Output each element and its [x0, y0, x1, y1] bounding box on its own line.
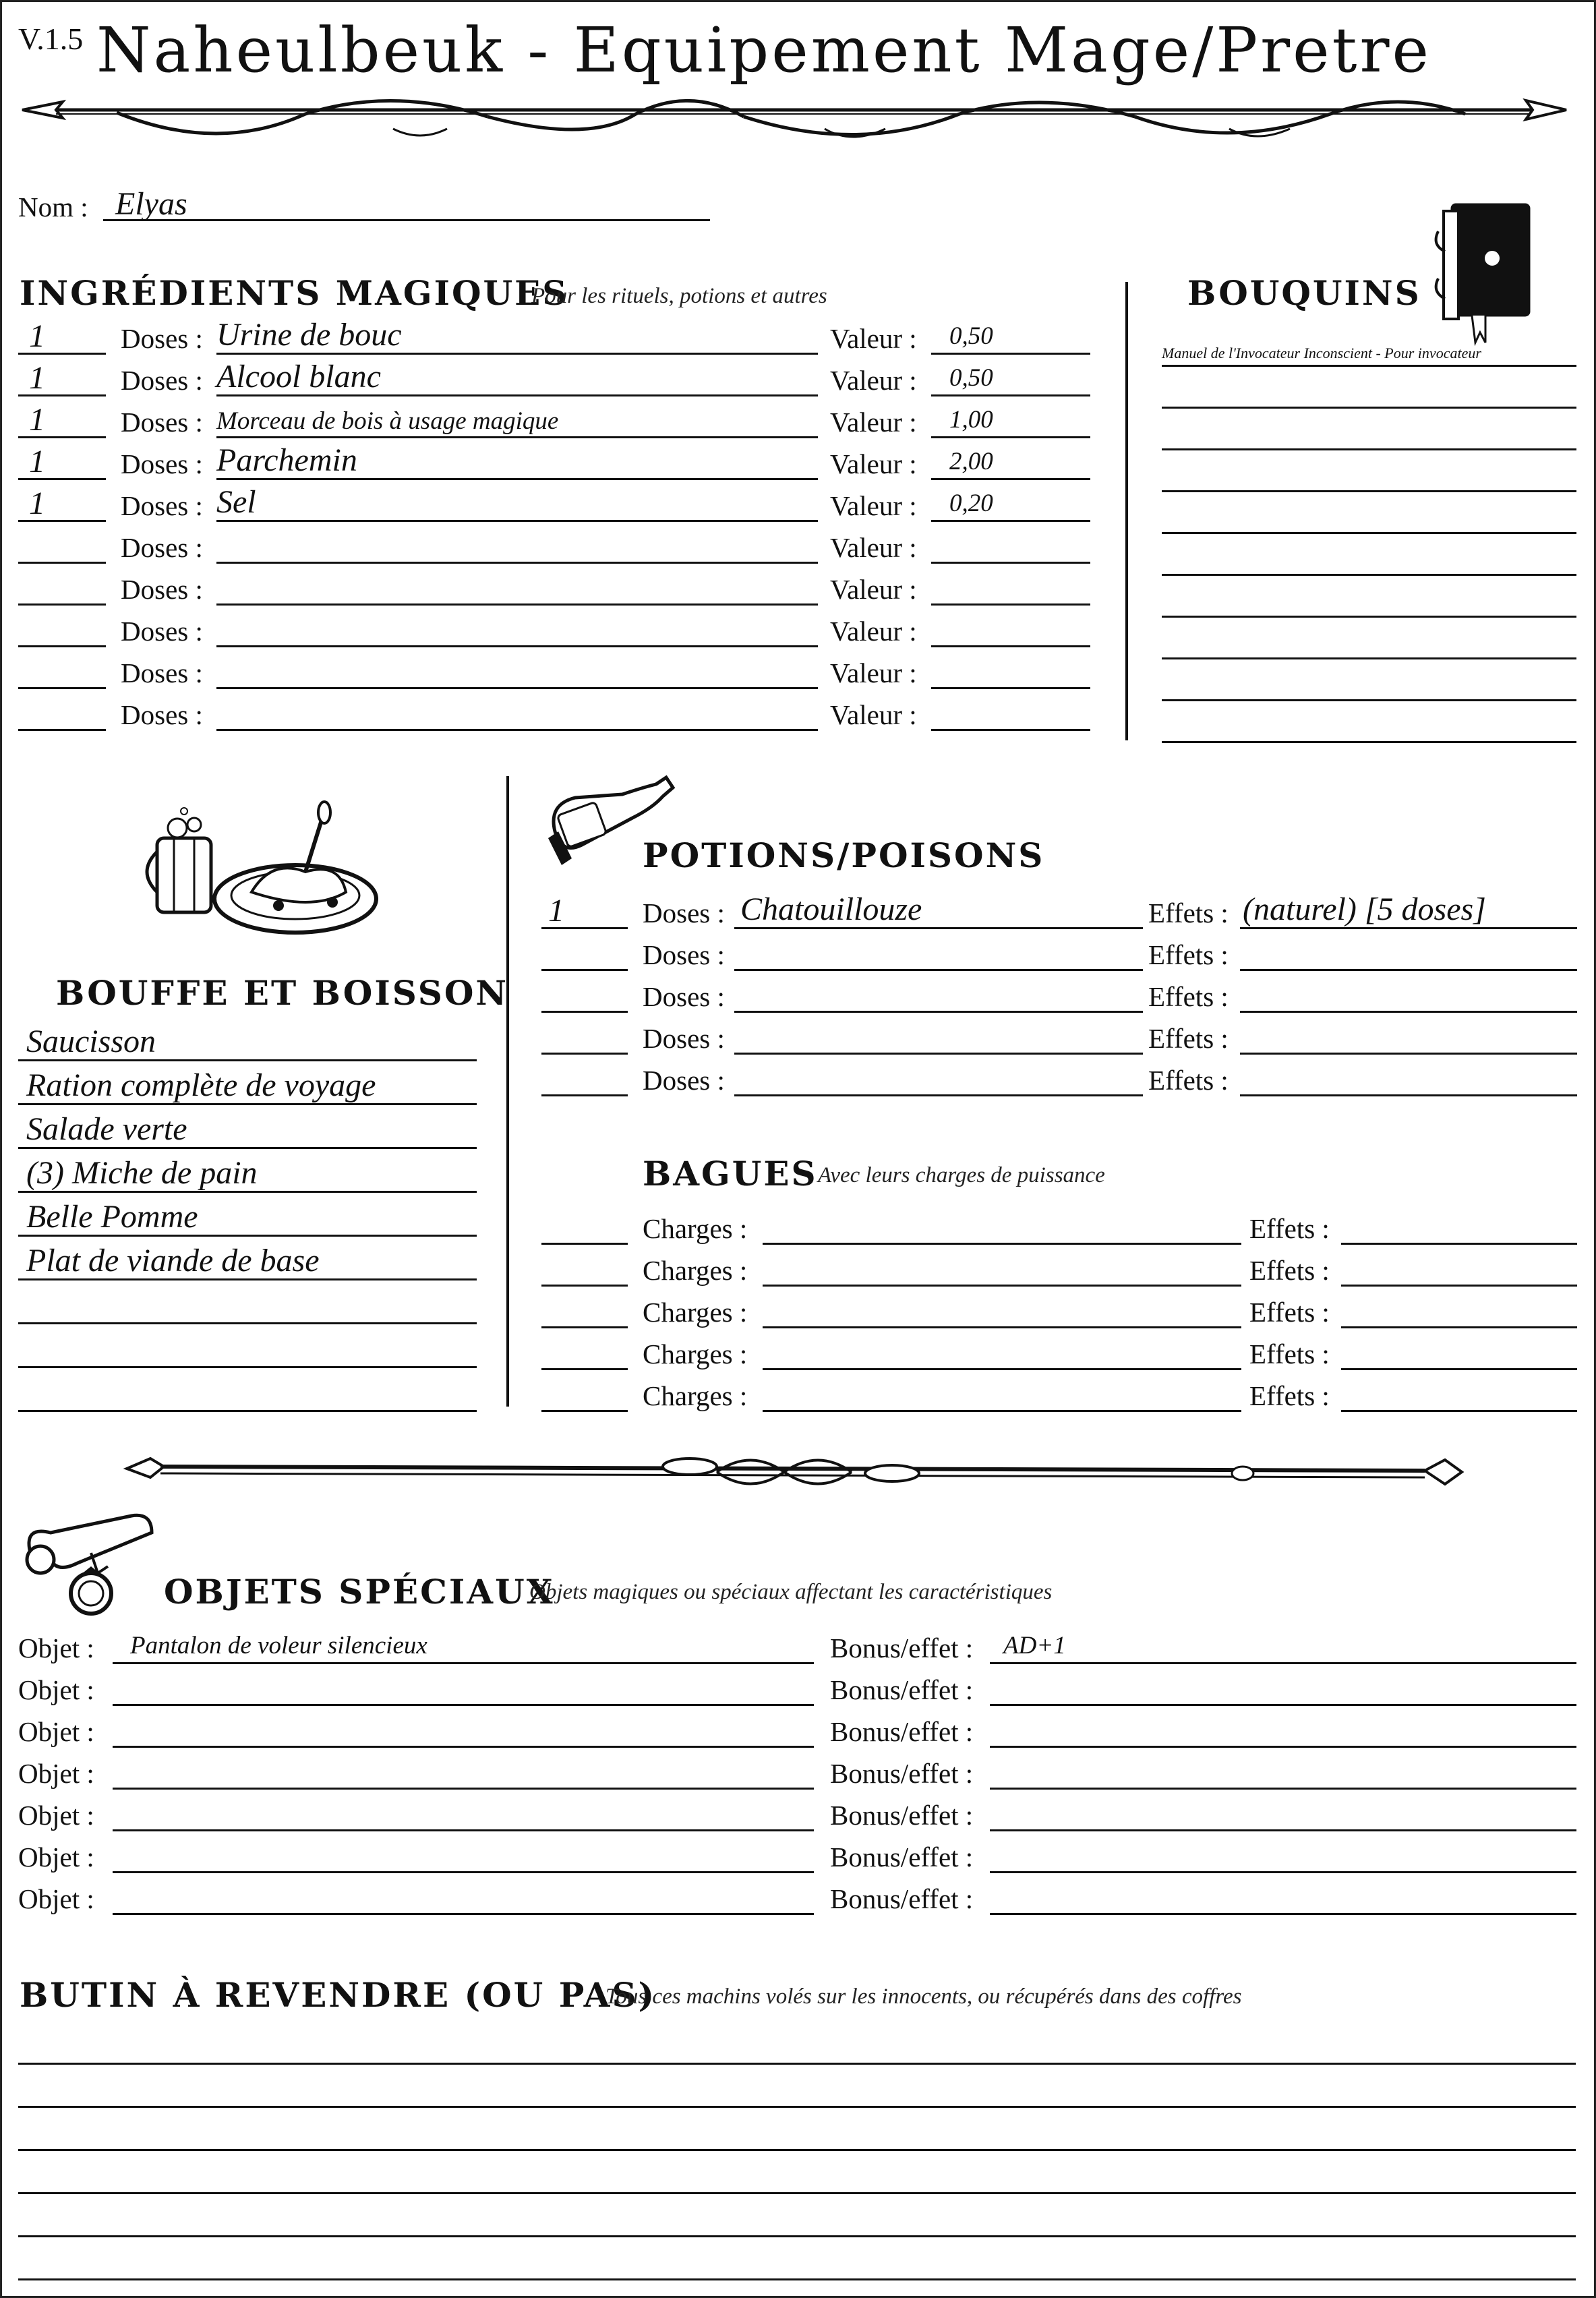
potion-effects-label: Effets :: [1148, 981, 1229, 1012]
write-line: [541, 969, 628, 971]
write-line: [1162, 407, 1576, 409]
object-label: Objet :: [18, 1758, 94, 1789]
object-label: Objet :: [18, 1674, 94, 1705]
write-line: [931, 729, 1090, 731]
object-name[interactable]: Pantalon de voleur silencieux: [130, 1632, 427, 1659]
name-value[interactable]: Elyas: [115, 186, 187, 222]
write-line: [1162, 365, 1576, 367]
write-line: [216, 729, 818, 731]
write-line: [216, 687, 818, 689]
potion-doses-label: Doses :: [643, 897, 725, 929]
write-line: [18, 2278, 1576, 2280]
write-line: [931, 394, 1090, 396]
potion-doses-label: Doses :: [643, 939, 725, 970]
write-line: [216, 603, 818, 606]
food-plate-icon: [137, 798, 380, 939]
spear-divider-icon: [16, 90, 1573, 150]
write-line: [216, 394, 818, 396]
write-line: [216, 436, 818, 438]
write-line: [541, 1011, 628, 1013]
bonus-label: Bonus/effet :: [830, 1632, 974, 1663]
write-line: [18, 1235, 477, 1237]
write-line: [734, 927, 1143, 929]
food-item[interactable]: Plat de viande de base: [26, 1243, 320, 1278]
food-item[interactable]: Ration complète de voyage: [26, 1067, 376, 1103]
write-line: [1240, 1094, 1577, 1096]
bonus-label: Bonus/effet :: [830, 1842, 974, 1873]
write-line: [931, 562, 1090, 564]
write-line: [18, 436, 106, 438]
write-line: [18, 1410, 477, 1412]
ingredient-doses-label: Doses :: [121, 574, 203, 605]
ingredient-doses-label: Doses :: [121, 657, 203, 688]
ring-effects-label: Effets :: [1249, 1255, 1330, 1286]
potion-effects-label: Effets :: [1148, 897, 1229, 929]
write-line: [1162, 532, 1576, 534]
potions-title: POTIONS/POISONS: [643, 835, 1045, 875]
ring-charges-label: Charges :: [643, 1213, 748, 1244]
food-item[interactable]: Belle Pomme: [26, 1199, 198, 1235]
write-line: [541, 1410, 628, 1412]
food-item[interactable]: Saucisson: [26, 1024, 156, 1059]
write-line: [18, 687, 106, 689]
ingredient-name[interactable]: Sel: [216, 484, 256, 520]
write-line: [541, 1368, 628, 1370]
write-line: [990, 1704, 1576, 1706]
write-line: [216, 520, 818, 522]
write-line: [18, 562, 106, 564]
ring-charges-label: Charges :: [643, 1380, 748, 1411]
write-line: [216, 353, 818, 355]
write-line: [113, 1829, 814, 1831]
ingredient-value-label: Valeur :: [830, 365, 917, 396]
write-line: [1162, 490, 1576, 492]
potion-doses-label: Doses :: [643, 981, 725, 1012]
write-line: [734, 1094, 1143, 1096]
potion-doses-label: Doses :: [643, 1065, 725, 1096]
ingredient-value[interactable]: 2,00: [949, 448, 993, 475]
ingredient-name[interactable]: Alcool blanc: [216, 359, 381, 394]
ingredients-title: INGRÉDIENTS MAGIQUES: [20, 273, 569, 313]
write-line: [931, 645, 1090, 647]
write-line: [931, 520, 1090, 522]
write-line: [18, 353, 106, 355]
write-line: [113, 1746, 814, 1748]
ring-charges-label: Charges :: [643, 1297, 748, 1328]
write-line: [216, 562, 818, 564]
potion-name[interactable]: Chatouillouze: [740, 891, 922, 927]
write-line: [18, 2149, 1576, 2151]
bonus-label: Bonus/effet :: [830, 1883, 974, 1914]
write-line: [18, 1278, 477, 1280]
potion-doses-label: Doses :: [643, 1023, 725, 1054]
write-line: [113, 1913, 814, 1915]
write-line: [216, 478, 818, 480]
ingredient-doses-label: Doses :: [121, 323, 203, 354]
ingredient-name[interactable]: Urine de bouc: [216, 317, 402, 353]
ingredient-value-label: Valeur :: [830, 323, 917, 354]
scroll-ring-icon: [17, 1512, 165, 1627]
special-subtitle: Objets magiques ou spéciaux affectant les caractéristiques: [529, 1580, 1053, 1604]
book-title[interactable]: Manuel de l'Invocateur Inconscient - Pour invocateur: [1162, 345, 1481, 361]
object-label: Objet :: [18, 1842, 94, 1873]
write-line: [113, 1871, 814, 1873]
ingredient-qty[interactable]: 1: [29, 485, 45, 521]
write-line: [18, 2192, 1576, 2194]
ingredient-value-label: Valeur :: [830, 699, 917, 730]
bonus-label: Bonus/effet :: [830, 1758, 974, 1789]
ring-charges-label: Charges :: [643, 1338, 748, 1369]
book-icon: [1431, 198, 1546, 346]
write-line: [990, 1746, 1576, 1748]
write-line: [1341, 1368, 1577, 1370]
ingredient-value-label: Valeur :: [830, 616, 917, 647]
write-line: [990, 1829, 1576, 1831]
write-line: [1162, 616, 1576, 618]
version-label: V.1.5: [18, 22, 84, 56]
write-line: [1162, 699, 1576, 701]
object-label: Objet :: [18, 1716, 94, 1747]
special-title: OBJETS SPÉCIAUX: [164, 1572, 555, 1612]
ingredient-value-label: Valeur :: [830, 407, 917, 438]
write-line: [541, 1285, 628, 1287]
write-line: [18, 1366, 477, 1368]
write-line: [1162, 741, 1576, 743]
ingredient-value[interactable]: 1,00: [949, 406, 993, 434]
write-line: [990, 1662, 1576, 1664]
write-line: [1240, 969, 1577, 971]
page-title: Naheulbeuk - Equipement Mage/Pretre: [96, 14, 1431, 86]
write-line: [990, 1788, 1576, 1790]
write-line: [990, 1913, 1576, 1915]
potion-qty[interactable]: 1: [548, 893, 564, 929]
write-line: [216, 645, 818, 647]
write-line: [1341, 1285, 1577, 1287]
write-line: [1341, 1410, 1577, 1412]
ingredient-doses-label: Doses :: [121, 616, 203, 647]
write-line: [1162, 448, 1576, 450]
ingredient-qty[interactable]: 1: [29, 318, 45, 354]
bonus-label: Bonus/effet :: [830, 1800, 974, 1831]
write-line: [1240, 1011, 1577, 1013]
write-line: [18, 645, 106, 647]
write-line: [763, 1410, 1241, 1412]
write-line: [18, 2235, 1576, 2237]
write-line: [734, 1053, 1143, 1055]
write-line: [541, 927, 628, 929]
ingredient-doses-label: Doses :: [121, 407, 203, 438]
ingredient-value-label: Valeur :: [830, 490, 917, 521]
ingredient-value[interactable]: 0,50: [949, 364, 993, 392]
rings-title: BAGUES: [643, 1154, 818, 1194]
object-label: Objet :: [18, 1800, 94, 1831]
ingredient-name[interactable]: Parchemin: [216, 442, 357, 478]
write-line: [113, 1704, 814, 1706]
write-line: [1341, 1326, 1577, 1328]
write-line: [18, 2106, 1576, 2108]
ingredient-value[interactable]: 0,50: [949, 322, 993, 350]
write-line: [1341, 1243, 1577, 1245]
write-line: [931, 436, 1090, 438]
write-line: [931, 353, 1090, 355]
write-line: [18, 1322, 477, 1324]
loot-title: BUTIN À REVENDRE (OU PAS): [20, 1975, 657, 2015]
ring-effects-label: Effets :: [1249, 1213, 1330, 1244]
ingredient-value-label: Valeur :: [830, 574, 917, 605]
write-line: [18, 2063, 1576, 2065]
rings-subtitle: Avec leurs charges de puissance: [818, 1163, 1105, 1187]
ingredients-subtitle: Pour les rituels, potions et autres: [531, 284, 827, 308]
ingredient-doses-label: Doses :: [121, 490, 203, 521]
ingredient-doses-label: Doses :: [121, 365, 203, 396]
ingredient-qty[interactable]: 1: [29, 444, 45, 479]
write-line: [541, 1094, 628, 1096]
staff-divider-icon: [123, 1445, 1465, 1499]
bonus-label: Bonus/effet :: [830, 1716, 974, 1747]
write-line: [113, 1788, 814, 1790]
write-line: [1162, 574, 1576, 576]
write-line: [931, 687, 1090, 689]
write-line: [931, 478, 1090, 480]
write-line: [763, 1243, 1241, 1245]
ingredient-value-label: Valeur :: [830, 532, 917, 563]
books-title: BOUQUINS: [1187, 273, 1421, 313]
write-line: [763, 1285, 1241, 1287]
write-line: [734, 1011, 1143, 1013]
ingredient-doses-label: Doses :: [121, 532, 203, 563]
ingredient-value-label: Valeur :: [830, 657, 917, 688]
write-line: [541, 1053, 628, 1055]
ingredient-name[interactable]: Morceau de bois à usage magique: [216, 407, 559, 435]
write-line: [990, 1871, 1576, 1873]
ingredient-qty[interactable]: 1: [29, 402, 45, 438]
potion-effects-label: Effets :: [1148, 1065, 1229, 1096]
ring-charges-label: Charges :: [643, 1255, 748, 1286]
write-line: [541, 1243, 628, 1245]
write-line: [18, 394, 106, 396]
food-item[interactable]: (3) Miche de pain: [26, 1155, 258, 1191]
ring-effects-label: Effets :: [1249, 1380, 1330, 1411]
potion-effect[interactable]: (naturel) [5 doses]: [1243, 891, 1486, 927]
write-line: [734, 969, 1143, 971]
write-line: [18, 1191, 477, 1193]
write-line: [18, 1059, 477, 1061]
write-line: [18, 520, 106, 522]
write-line: [18, 1147, 477, 1149]
ingredient-doses-label: Doses :: [121, 448, 203, 479]
write-line: [113, 1662, 814, 1664]
bonus-label: Bonus/effet :: [830, 1674, 974, 1705]
ring-effects-label: Effets :: [1249, 1297, 1330, 1328]
write-line: [1162, 657, 1576, 659]
write-line: [763, 1326, 1241, 1328]
write-line: [1240, 1053, 1577, 1055]
food-item[interactable]: Salade verte: [26, 1111, 187, 1147]
potion-effects-label: Effets :: [1148, 939, 1229, 970]
write-line: [18, 603, 106, 606]
loot-subtitle: Tous ces machins volés sur les innocents, ou récupérés dans des coffres: [605, 1984, 1242, 2009]
ring-effects-label: Effets :: [1249, 1338, 1330, 1369]
ingredient-value[interactable]: 0,20: [949, 490, 993, 517]
ingredient-doses-label: Doses :: [121, 699, 203, 730]
object-label: Objet :: [18, 1632, 94, 1663]
ingredient-value-label: Valeur :: [830, 448, 917, 479]
write-line: [931, 603, 1090, 606]
write-line: [763, 1368, 1241, 1370]
food-title: BOUFFE ET BOISSON: [56, 973, 509, 1013]
name-label: Nom :: [18, 192, 88, 223]
write-line: [18, 1103, 477, 1105]
write-line: [18, 478, 106, 480]
object-bonus[interactable]: AD+1: [1003, 1632, 1066, 1659]
write-line: [18, 729, 106, 731]
write-line: [541, 1326, 628, 1328]
ingredient-qty[interactable]: 1: [29, 360, 45, 396]
potion-effects-label: Effets :: [1148, 1023, 1229, 1054]
object-label: Objet :: [18, 1883, 94, 1914]
write-line: [1240, 927, 1577, 929]
